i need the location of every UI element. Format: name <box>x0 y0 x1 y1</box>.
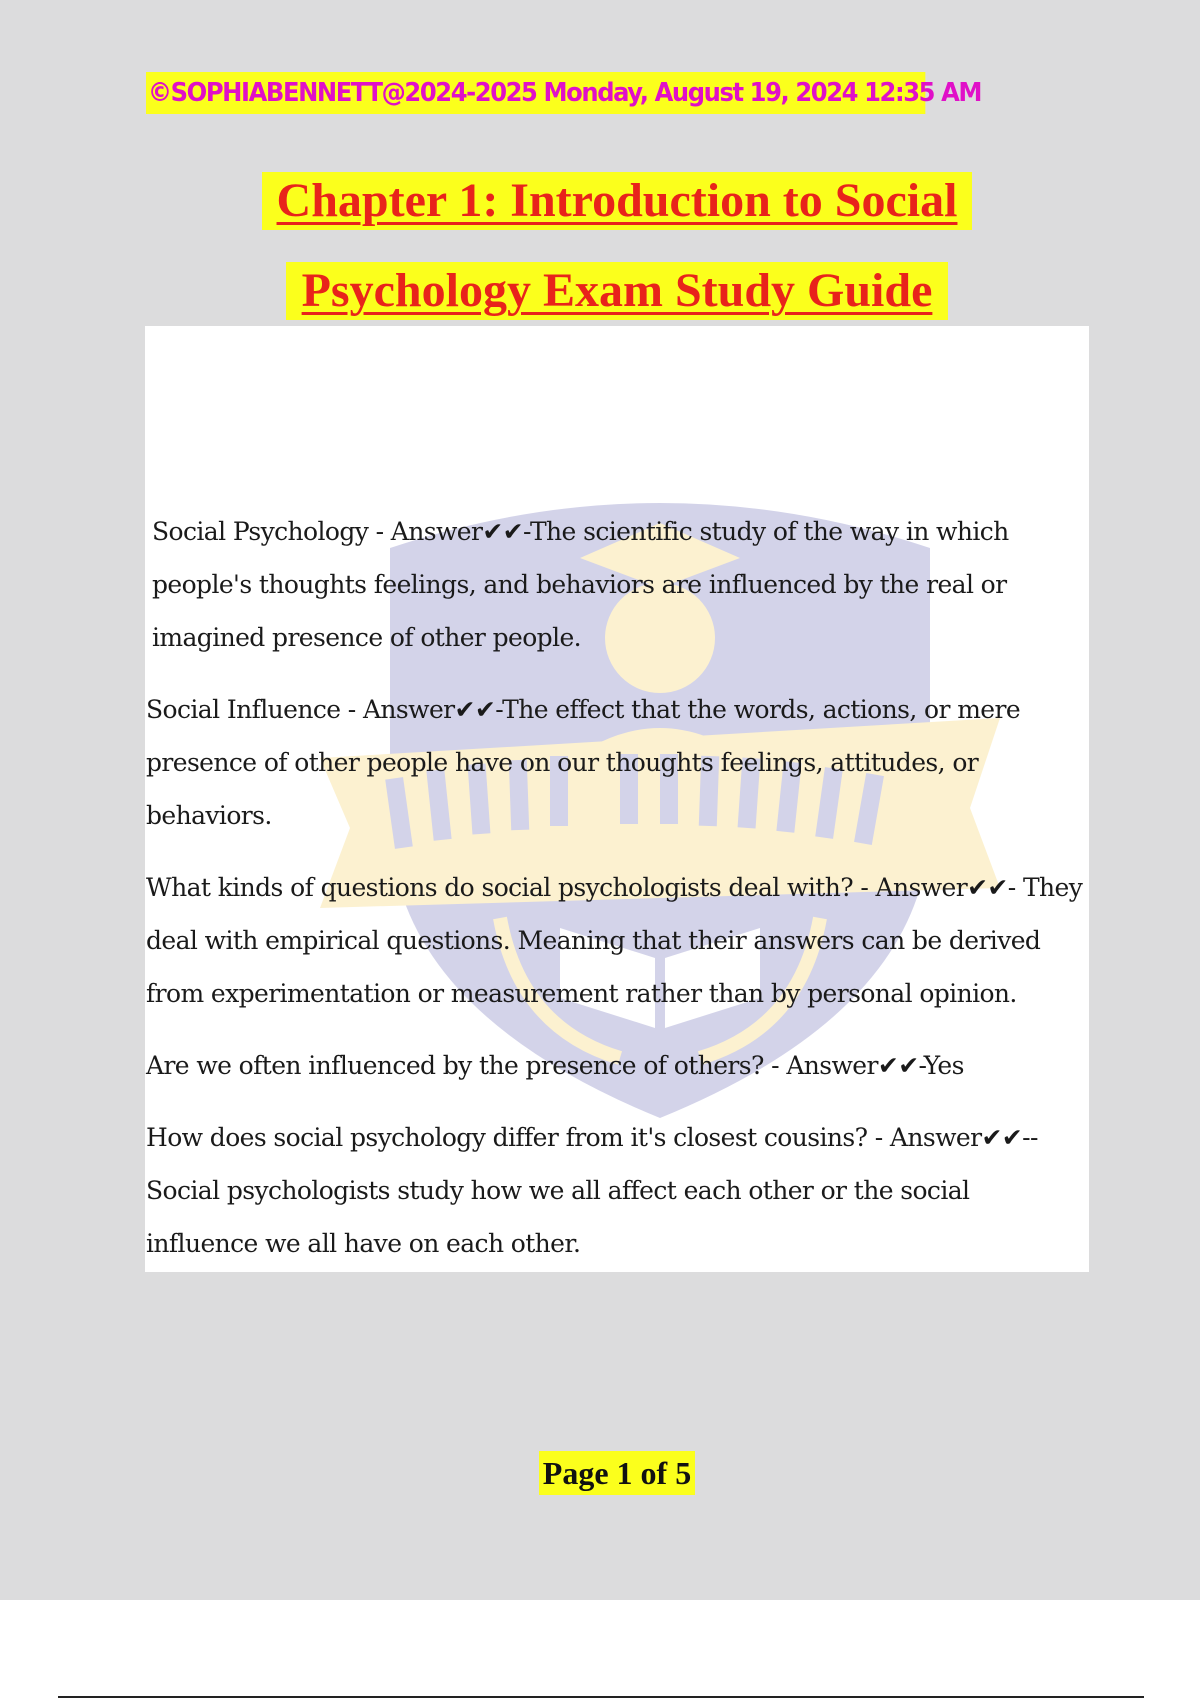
qa-entry-social-psychology: Social Psychology - Answer✔✔-The scientific study of the way in which people's thoughts feelings, and behaviors are influenced by the real or imagined presence of other people. <box>152 517 1009 652</box>
qa-entry-social-influence: Social Influence - Answer✔✔-The effect that the words, actions, or mere presence of other people have on our thoughts feelings, attitudes, or behaviors. <box>146 695 1021 830</box>
qa-entry-empirical-questions: What kinds of questions do social psychologists deal with? - Answer✔✔- They deal with empirical questions. Meaning that their answers can be derived from experimentation or measurement rather than by personal opinion. <box>146 873 1083 1008</box>
qa-entry-presence-of-others: Are we often influenced by the presence of others? - Answer✔✔-Yes <box>146 1051 964 1080</box>
next-page-top-rule <box>58 1696 1144 1698</box>
chapter-title-line-1: Chapter 1: Introduction to Social <box>262 172 972 230</box>
copyright-date-stamp: ©SOPHIABENNETT@2024-2025 Monday, August 19, 2024 12:35 AM <box>146 72 925 114</box>
qa-entries <box>146 505 1086 1289</box>
chapter-title-line-2: Psychology Exam Study Guide <box>286 262 948 320</box>
qa-entry-closest-cousins: How does social psychology differ from it's closest cousins? - Answer✔✔-- Social psychologists study how we all affect each other or the social influence we all have on each other. <box>146 1123 1038 1258</box>
page-number: Page 1 of 5 <box>539 1451 695 1495</box>
